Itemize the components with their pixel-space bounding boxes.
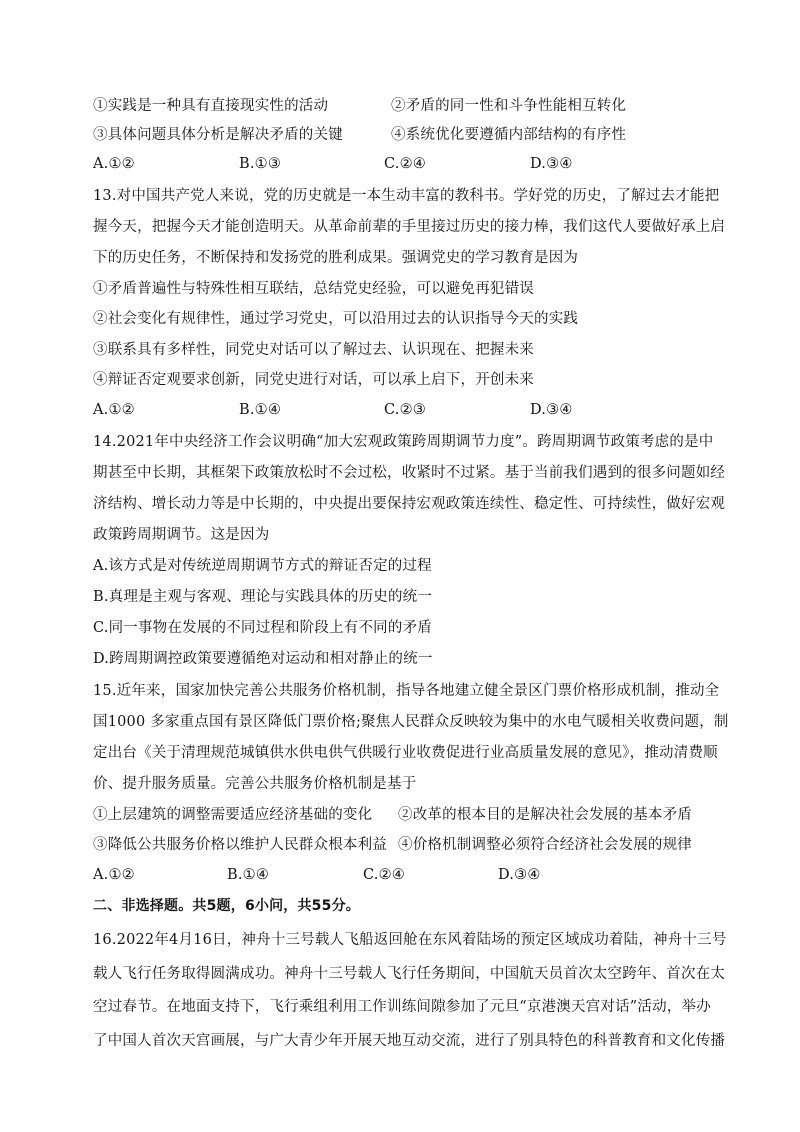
- q12-statement-2: ②矛盾的同一性和斗争性能相互转化: [391, 98, 627, 114]
- q12-option-a: A.①②: [93, 156, 135, 172]
- q14-option-a: A.该方式是对传统逆周期调节方式的辩证否定的过程: [93, 558, 432, 574]
- q15-option-d: D.③④: [498, 867, 541, 883]
- q16-stem-line-3: 空过春节。在地面支持下，飞行乘组利用工作训练间隙参加了元旦“京港澳天宫对话”活动，举办: [93, 999, 711, 1015]
- q13-stem-line-3: 下的历史任务，不断保持和发扬党的胜利成果。强调党史的学习教育是因为: [93, 250, 579, 266]
- q12-option-c: C.②④: [384, 156, 426, 172]
- q12-statement-1: ①实践是一种具有直接现实性的活动: [93, 98, 329, 114]
- q13-statement-2: ②社会变化有规律性，通过学习党史，可以沿用过去的认识指导今天的实践: [93, 311, 579, 327]
- q16-stem-line-2: 载人飞行任务取得圆满成功。神舟十三号载人飞行任务期间，中国航天员首次太空跨年、首次在太: [93, 966, 726, 982]
- q15-option-a: A.①②: [93, 867, 135, 883]
- q15-statement-4: ④价格机制调整必须符合经济社会发展的规律: [398, 837, 692, 853]
- q15-statement-2: ②改革的根本目的是解决社会发展的基本矛盾: [398, 807, 692, 823]
- q13-stem-line-2: 握今天，把握今天才能创造明天。从革命前辈的手里接过历史的接力棒，我们这代人要做好承上启: [93, 219, 726, 235]
- q13-stem-line-1: 13.对中国共产党人来说，党的历史就是一本生动丰富的教科书。学好党的历史，了解过去才能把: [93, 188, 720, 204]
- q16-stem-line-1: 16.2022年4月16日，神舟十三号载人飞船返回舱在东风着陆场的预定区域成功着陆，神舟十三号: [93, 932, 727, 948]
- q15-statement-1: ①上层建筑的调整需要适应经济基础的变化: [93, 807, 373, 823]
- q13-option-a: A.①②: [93, 402, 135, 418]
- q15-stem-line-1: 15.近年来，国家加快完善公共服务价格机制，指导各地建立健全景区门票价格形成机制，推动全: [93, 683, 720, 699]
- q15-statement-3: ③降低公共服务价格以维护人民群众根本利益: [93, 837, 387, 853]
- q14-stem-line-4: 政策跨周期调节。这是因为: [93, 527, 270, 543]
- q15-option-b: B.①④: [227, 867, 270, 883]
- q13-statement-1: ①矛盾普遍性与特殊性相互联结，总结党史经验，可以避免再犯错误: [93, 281, 534, 297]
- q13-statement-3: ③联系具有多样性，同党史对话可以了解过去、认识现在、把握未来: [93, 342, 534, 358]
- section-heading: 二、非选择题。共5题，6小问，共55分。: [93, 898, 360, 914]
- q12-statement-3: ③具体问题具体分析是解决矛盾的关键: [93, 127, 343, 143]
- q14-stem-line-3: 济结构、增长动力等是中长期的，中央提出要保持宏观政策连续性、稳定性、可持续性，做好宏观: [93, 496, 726, 512]
- q15-stem-line-3: 定出台《关于清理规范城镇供水供电供气供暖行业收费促进行业高质量发展的意见》，推动清费顺: [93, 745, 718, 761]
- q14-stem-line-2: 期甚至中长期，其框架下政策放松时不会过松，收紧时不过紧。基于当前我们遇到的很多问题如经: [93, 465, 726, 481]
- q13-option-c: C.②③: [384, 402, 426, 418]
- q12-statement-4: ④系统优化要遵循内部结构的有序性: [391, 127, 627, 143]
- q15-stem-line-2: 国1000 多家重点国有景区降低门票价格;聚焦人民群众反映较为集中的水电气暖相关收费问题，制: [93, 714, 729, 730]
- q14-option-b: B.真理是主观与客观、理论与实践具体的历史的统一: [93, 589, 433, 605]
- q12-option-d: D.③④: [530, 156, 573, 172]
- q13-statement-4: ④辩证否定观要求创新，同党史进行对话，可以承上启下，开创未来: [93, 372, 534, 388]
- q12-option-b: B.①③: [239, 156, 282, 172]
- q15-option-c: C.②④: [363, 867, 405, 883]
- q15-stem-line-4: 价、提升服务质量。完善公共服务价格机制是基于: [93, 776, 417, 792]
- q14-stem-line-1: 14.2021年中央经济工作会议明确“加大宏观政策跨周期调节力度”。跨周期调节政策考虑的是中: [93, 434, 714, 450]
- q14-option-d: D.跨周期调控政策要遵循绝对运动和相对静止的统一: [93, 651, 433, 667]
- q13-option-b: B.①④: [239, 402, 282, 418]
- q14-option-c: C.同一事物在发展的不同过程和阶段上有不同的矛盾: [93, 620, 432, 636]
- q16-stem-line-4: 了中国人首次天宫画展，与广大青少年开展天地互动交流，进行了别具特色的科普教育和文化传播: [93, 1033, 726, 1049]
- q13-option-d: D.③④: [530, 402, 573, 418]
